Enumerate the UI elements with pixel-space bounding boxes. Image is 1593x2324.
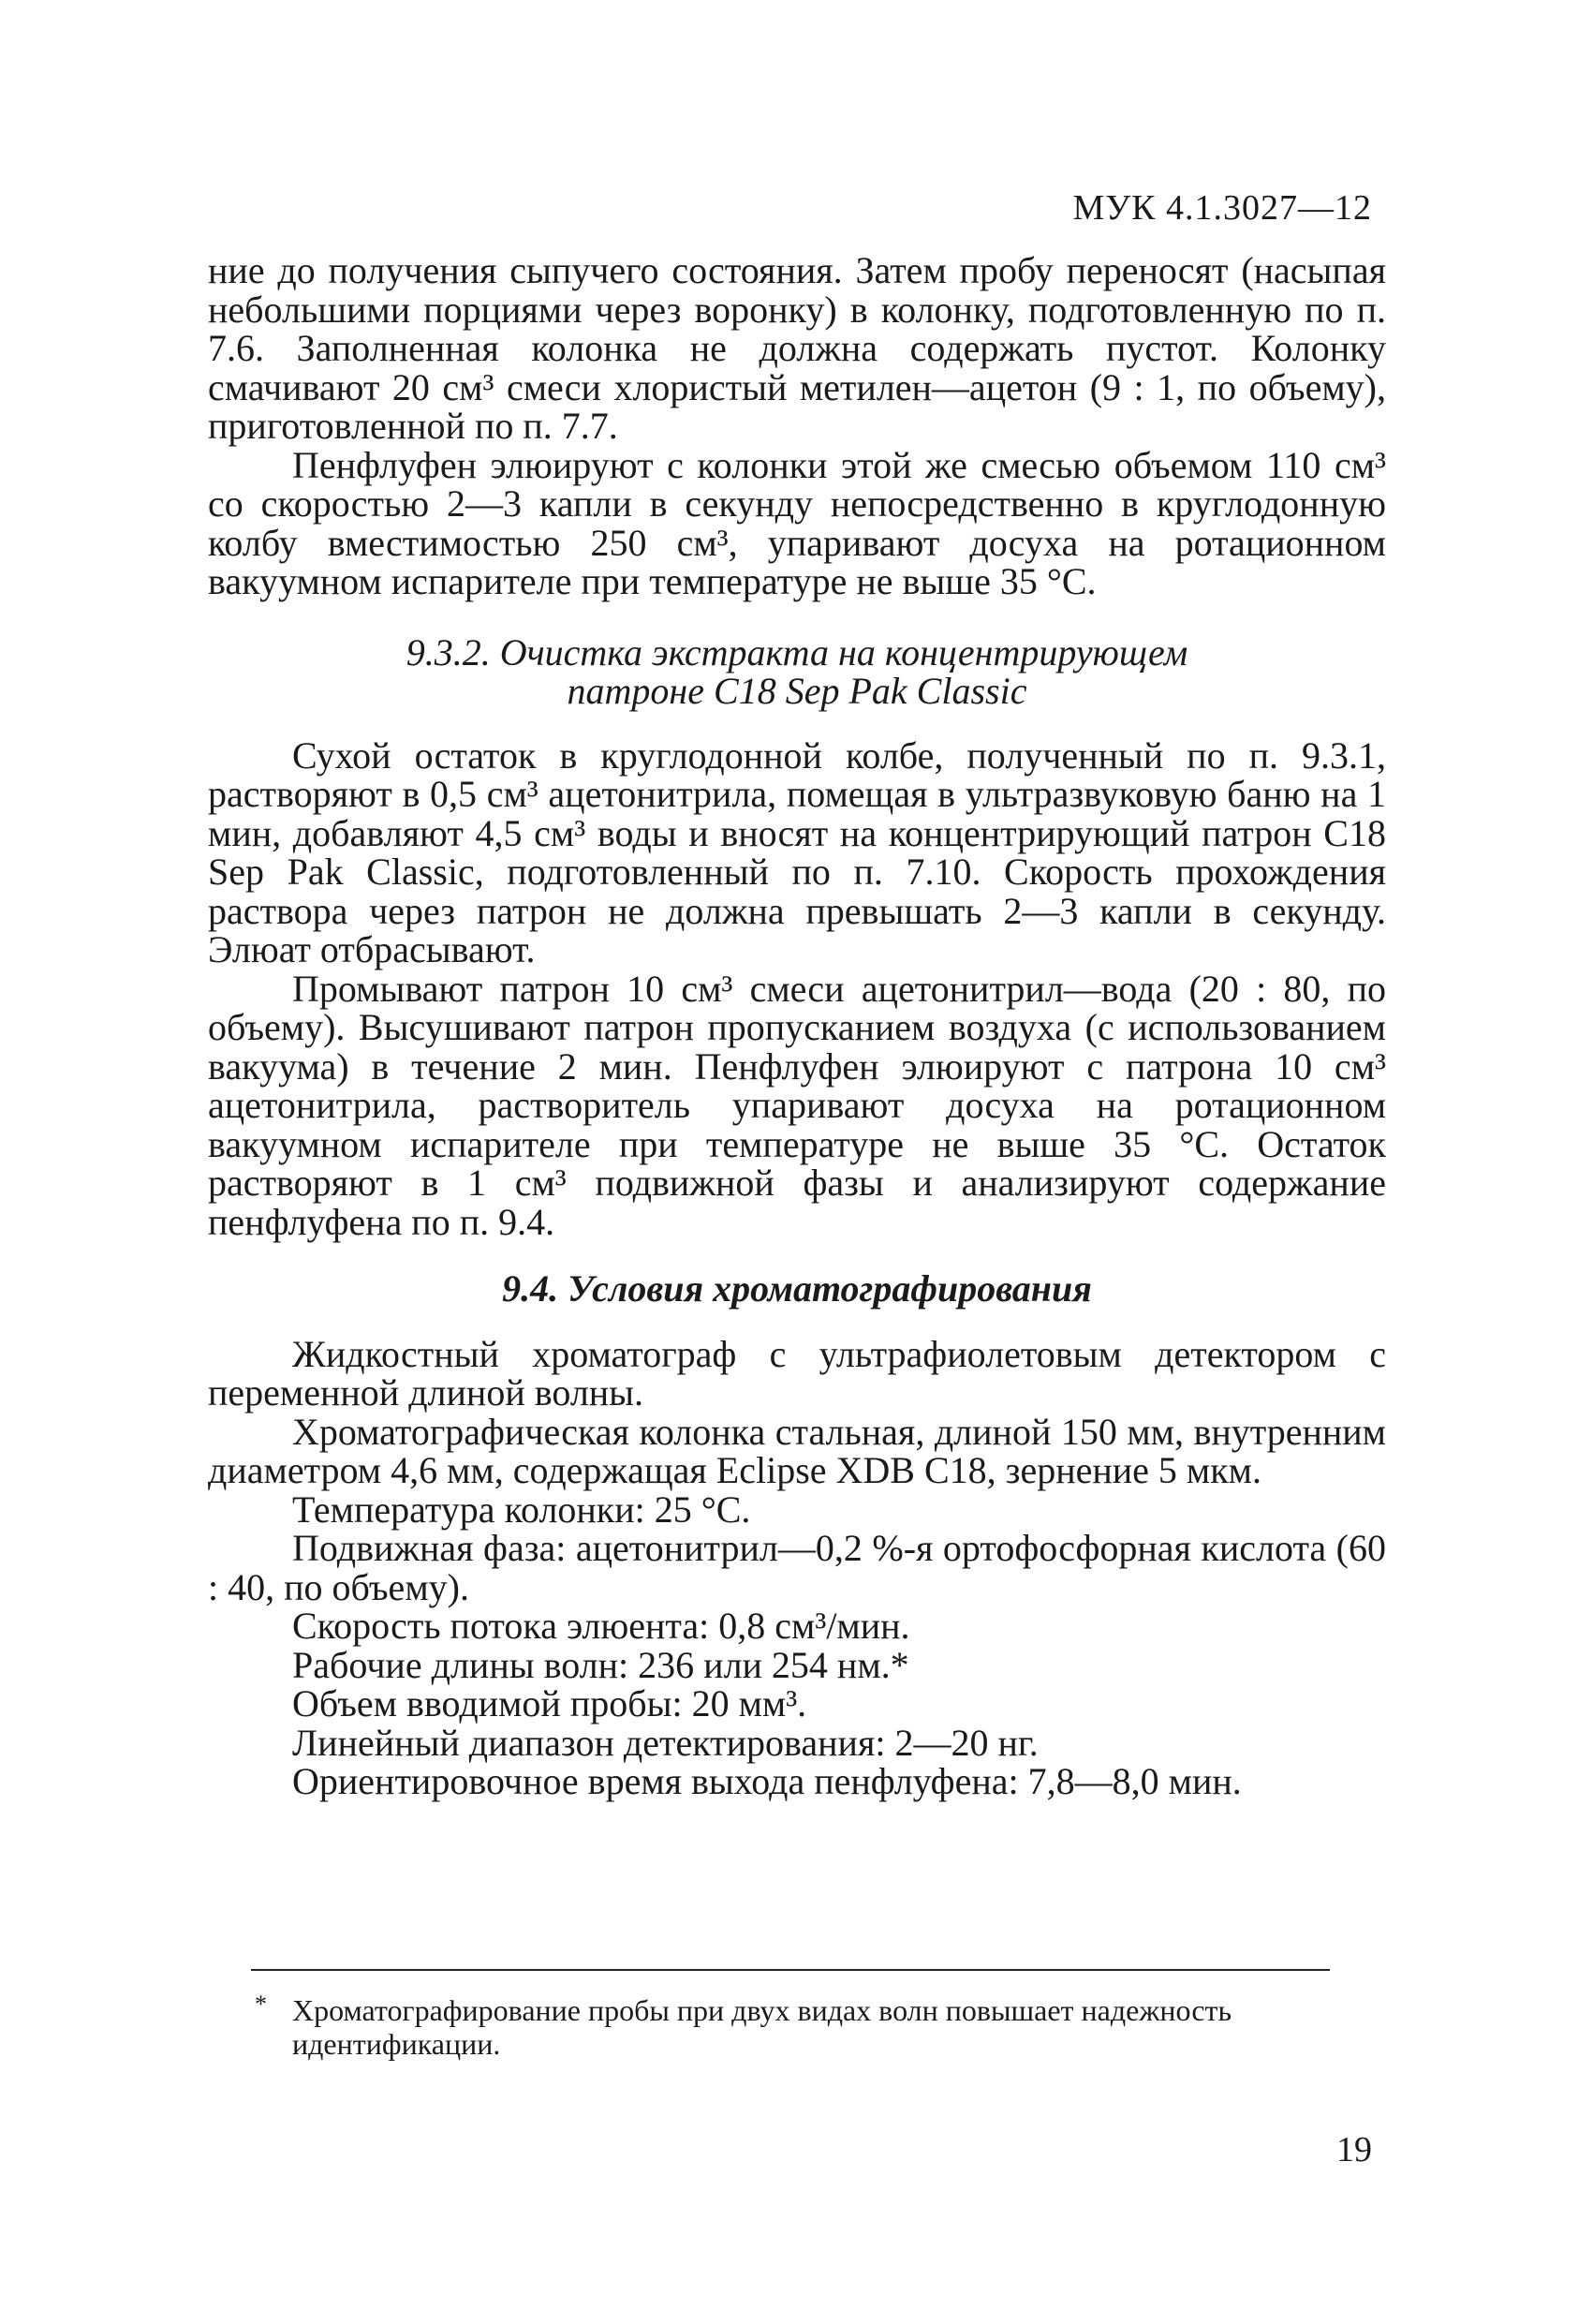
body-text (208, 251, 1386, 1801)
footnote-text: Хроматографирование пробы при двух видах волн повышает надежность идентификации. (292, 1993, 1232, 2061)
running-header: МУК 4.1.3027—12 (1072, 188, 1372, 228)
condition-wavelengths: Рабочие длины волн: 236 или 254 нм.* (292, 1643, 909, 1686)
condition-injection-volume: Объем вводимой пробы: 20 мм³. (292, 1682, 807, 1724)
condition-linear-range: Линейный диапазон детектирования: 2—20 нг. (292, 1721, 1039, 1764)
chromatography-conditions (208, 1332, 1386, 1802)
subsection-heading-line-1: 9.3.2. Очистка экстракта на концентрирующем (406, 630, 1188, 674)
condition-chromatograph: Жидкостный хроматограф с ультрафиолетовым детектором с переменной длиной волны. (208, 1332, 1386, 1414)
paragraph-penflufen-elution: Пенфлуфен элюируют с колонки этой же смесью объемом 110 см³ со скоростью 2—3 капли в секунду непосредственно в круглодонную колбу вместимостью 250 см³, упаривают досуха на ротационном вакуумном испарителе при температуре не выше 35 °С. (208, 443, 1386, 602)
paragraph-cartridge-wash: Промывают патрон 10 см³ смеси ацетонитрил—вода (20 : 80, по объему). Высушивают патрон пропусканием воздуха (с использованием вакуума) в течение 2 мин. Пенфлуфен элюируют с патрона 10 см³ ацетонитрила, растворитель упаривают досуха на ротационном вакуумном испарителе при температуре не выше 35 °С. Остаток растворяют в 1 см³ подвижной фазы и анализируют содержание пенфлуфена по п. 9.4. (208, 967, 1386, 1243)
condition-retention-time: Ориентировочное время выхода пенфлуфена: 7,8—8,0 мин. (292, 1760, 1242, 1802)
footnote (255, 1993, 1332, 2061)
condition-flow-rate: Скорость потока элюента: 0,8 см³/мин. (292, 1605, 910, 1647)
paragraph-continuation: ние до получения сыпучего состояния. Затем пробу переносят (насыпая небольшими порциями через воронку) в колонку, подготовленную по п. 7.6. Заполненная колонка не должна содержать пустот. Колонку смачивают 20 см³ смеси хлористый метилен—ацетон (9 : 1, по объему), приготовленной по п. 7.7. (208, 249, 1386, 447)
subsection-heading-9-3-2 (208, 630, 1386, 712)
subsection-heading-line-2: патроне C18 Sep Pak Classic (567, 669, 1027, 712)
section-heading-9-4: 9.4. Условия хроматографирования (502, 1267, 1092, 1310)
page-number: 19 (1336, 2130, 1372, 2169)
condition-mobile-phase: Подвижная фаза: ацетонитрил—0,2 %-я ортофосфорная кислота (60 : 40, по объему). (208, 1527, 1386, 1608)
paragraph-dry-residue: Сухой остаток в круглодонной колбе, полученный по п. 9.3.1, растворяют в 0,5 см³ ацетонитрила, помещая в ультразвуковую баню на 1 мин, добавляют 4,5 см³ воды и вносят на концентрирующий патрон C18 Sep Pak Classic, подготовленный по п. 7.10. Скорость прохождения раствора через патрон не должна превышать 2—3 капли в секунду. Элюат отбрасывают. (208, 733, 1386, 970)
footnote-divider (251, 1969, 1330, 1971)
condition-column-temperature: Температура колонки: 25 °С. (292, 1488, 751, 1531)
condition-column: Хроматографическая колонка стальная, длиной 150 мм, внутренним диаметром 4,6 мм, содержащая Eclipse XDB C18, зернение 5 мкм. (208, 1410, 1386, 1491)
footnote-mark: * (255, 1991, 267, 2018)
